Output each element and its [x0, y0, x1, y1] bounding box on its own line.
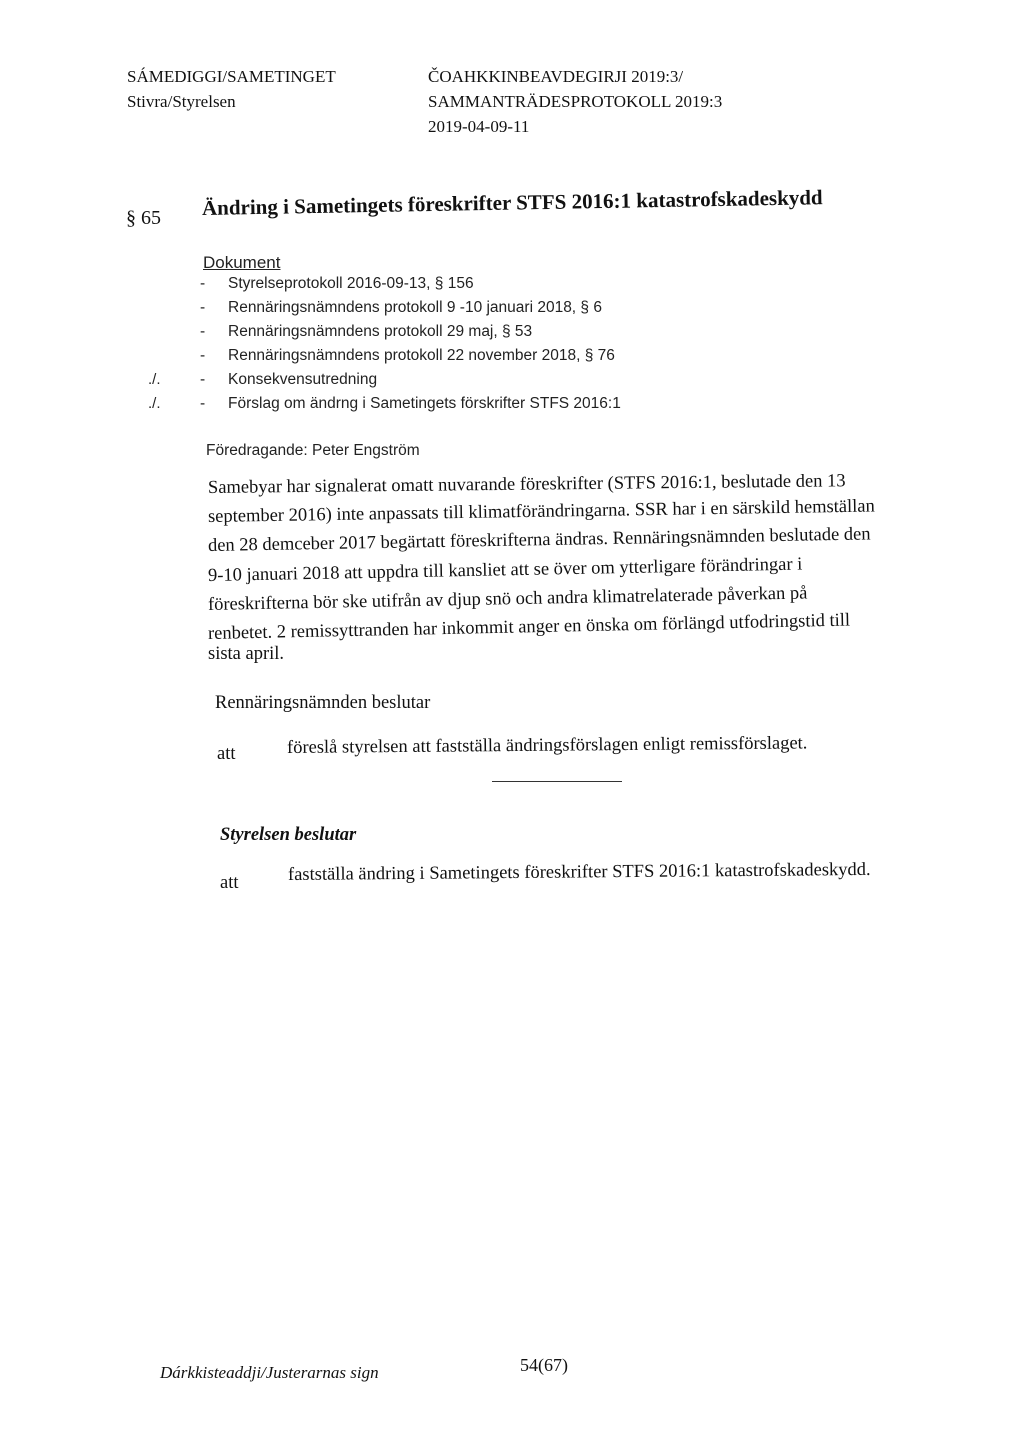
decision-att-label: att — [220, 873, 239, 893]
paragraph-line: föreskrifterna bör ske utifrån av djup snö och andra klimatrelaterade påverkan på — [207, 583, 808, 615]
document-subtitle: SAMMANTRÄDESPROTOKOLL 2019:3 — [428, 92, 723, 111]
committee-decision-text: föreslå styrelsen att fastställa ändringsförslagen enligt remissförslaget. — [286, 733, 808, 758]
section-number: § 65 — [126, 207, 161, 229]
justifier-signature-label: Dárkkisteaddji/Justerarnas sign — [160, 1363, 379, 1382]
list-item: - Förslag om ändrng i Sametingets förskrifter STFS 2016:1 — [200, 395, 621, 412]
organization-board: Stivra/Styrelsen — [127, 92, 236, 111]
documents-heading: Dokument — [203, 253, 281, 272]
separator-line — [492, 781, 622, 782]
board-decision-heading: Styrelsen beslutar — [220, 825, 357, 845]
list-item: - Rennäringsnämndens protokoll 22 november 2018, § 76 — [200, 347, 615, 364]
paragraph-line: renbetet. 2 remissyttranden har inkommit anger en önska om förlängd utfodringstid till — [207, 610, 851, 644]
document-date: 2019-04-09-11 — [428, 117, 530, 136]
committee-decision-heading: Rennäringsnämnden beslutar — [215, 693, 431, 713]
list-item: - Konsekvensutredning — [200, 371, 378, 388]
list-item: - Rennäringsnämndens protokoll 29 maj, § 53 — [200, 323, 533, 340]
presenter: Föredragande: Peter Engström — [206, 442, 420, 459]
attachment-mark: ./. — [148, 371, 161, 388]
list-item: - Rennäringsnämndens protokoll 9 -10 januari 2018, § 6 — [200, 299, 602, 316]
board-decision-text: fastställa ändring i Sametingets föreskrifter STFS 2016:1 katastrofskadeskydd. — [287, 859, 871, 885]
page-number: 54(67) — [520, 1355, 568, 1375]
decision-att-label: att — [217, 744, 236, 764]
attachment-mark: ./. — [148, 395, 161, 412]
paragraph-line: den 28 demceber 2017 begärtatt föreskrifterna ändras. Rennäringsnämnden beslutade den — [207, 524, 871, 556]
paragraph-line: 9-10 januari 2018 att uppdra till kansliet att se över om ytterligare förändringar i — [207, 554, 803, 586]
document-title: ČOAHKKINBEAVDEGIRJI 2019:3/ — [428, 67, 684, 86]
list-item: - Styrelseprotokoll 2016-09-13, § 156 — [200, 275, 474, 292]
organization-name: SÁMEDIGGI/SAMETINGET — [127, 67, 336, 86]
paragraph-line: Samebyar har signalerat omatt nuvarande föreskrifter (STFS 2016:1, beslutade den 13 — [207, 471, 846, 498]
paragraph-line: september 2016) inte anpassats till klimatförändringarna. SSR har i en särskild hemställan — [207, 496, 875, 527]
section-title: Ändring i Sametingets föreskrifter STFS 2016:1 katastrofskadeskydd — [201, 185, 823, 220]
paragraph-line: sista april. — [208, 644, 285, 664]
